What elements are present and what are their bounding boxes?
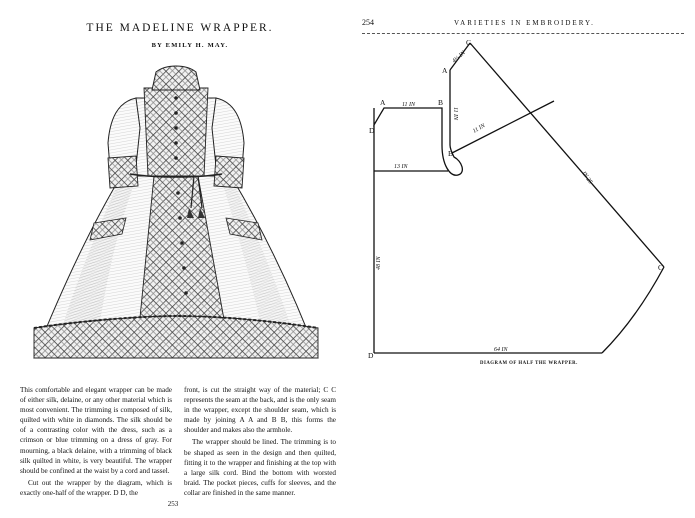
page-number-right: 254 (362, 18, 374, 27)
measure-label-11-top: 11 IN (402, 102, 416, 108)
hem-curve (602, 267, 664, 353)
paragraph: front, is cut the straight way of the material; C C represents the seam at the back, and is the only seam in the wrapper, except the shoulder seam, which is made by joining A A and B B, this forms the shoulder and makes also the armhole. (184, 386, 336, 435)
label-b2: B (448, 149, 454, 158)
measure-label-48: 48 IN (376, 256, 382, 270)
paragraph: Cut out the wrapper by the diagram, which is exactly one-half of the wrapper. D D, the (20, 478, 172, 497)
measure-label-11-vert: 11 IN (452, 107, 458, 121)
measure-label-4half: 4½ IN (451, 50, 467, 65)
label-c1: C (466, 38, 472, 47)
article-byline: BY EMILY H. MAY. (151, 42, 229, 49)
left-page (0, 0, 346, 518)
label-a1: A (380, 98, 386, 107)
pattern-diagram (354, 35, 695, 375)
measure-label-11-slant: 11 IN (472, 123, 487, 135)
label-a2: A (442, 66, 448, 75)
article-column-2 (184, 385, 336, 498)
diagram-caption: DIAGRAM OF HALF THE WRAPPER. (480, 361, 578, 366)
paragraph: The wrapper should be lined. The trimming is to be shaped as seen in the design and then quilted, fitting it to the wrapper and finishing at the top with a large silk cord. Bind the bottom with worsted braid. The pocket pieces, cuffs for sleeves, and the collar are finished in the same manner. (184, 438, 336, 497)
running-title: VARIETIES IN EMBROIDERY. (454, 19, 595, 27)
wrapper-illustration (26, 58, 326, 376)
header-rule (362, 33, 684, 34)
back-seam-line (470, 43, 664, 267)
label-d1: D (369, 126, 375, 135)
article-title: THE MADELINE WRAPPER. (86, 22, 274, 34)
measure-label-13: 13 IN (394, 164, 408, 170)
measure-11-diagonal (452, 101, 554, 153)
running-header (354, 18, 684, 32)
article-column-1 (20, 385, 172, 498)
page-number-left: 253 (167, 500, 179, 508)
measure-label-25: IN 25 (580, 170, 594, 186)
label-d2: D (368, 351, 374, 360)
label-c2: C (658, 263, 664, 272)
shoulder-line (374, 108, 442, 145)
measure-label-64: 64 IN (494, 347, 508, 353)
paragraph: This comfortable and elegant wrapper can be made of either silk, delaine, or any other material which is most convenient. The trimming is composed of silk, quilted with white in diamonds. The silk should be of a contrasting color with the dress, such as a crimson or blue trimming on a dress of gray. For mourning, a black delaine, with a trimming of black silk quilted in white, is very beautiful. The wrapper should be confined at the waist by a cord and tassel. (20, 386, 172, 475)
label-b1: B (438, 98, 444, 107)
right-page (354, 0, 695, 518)
